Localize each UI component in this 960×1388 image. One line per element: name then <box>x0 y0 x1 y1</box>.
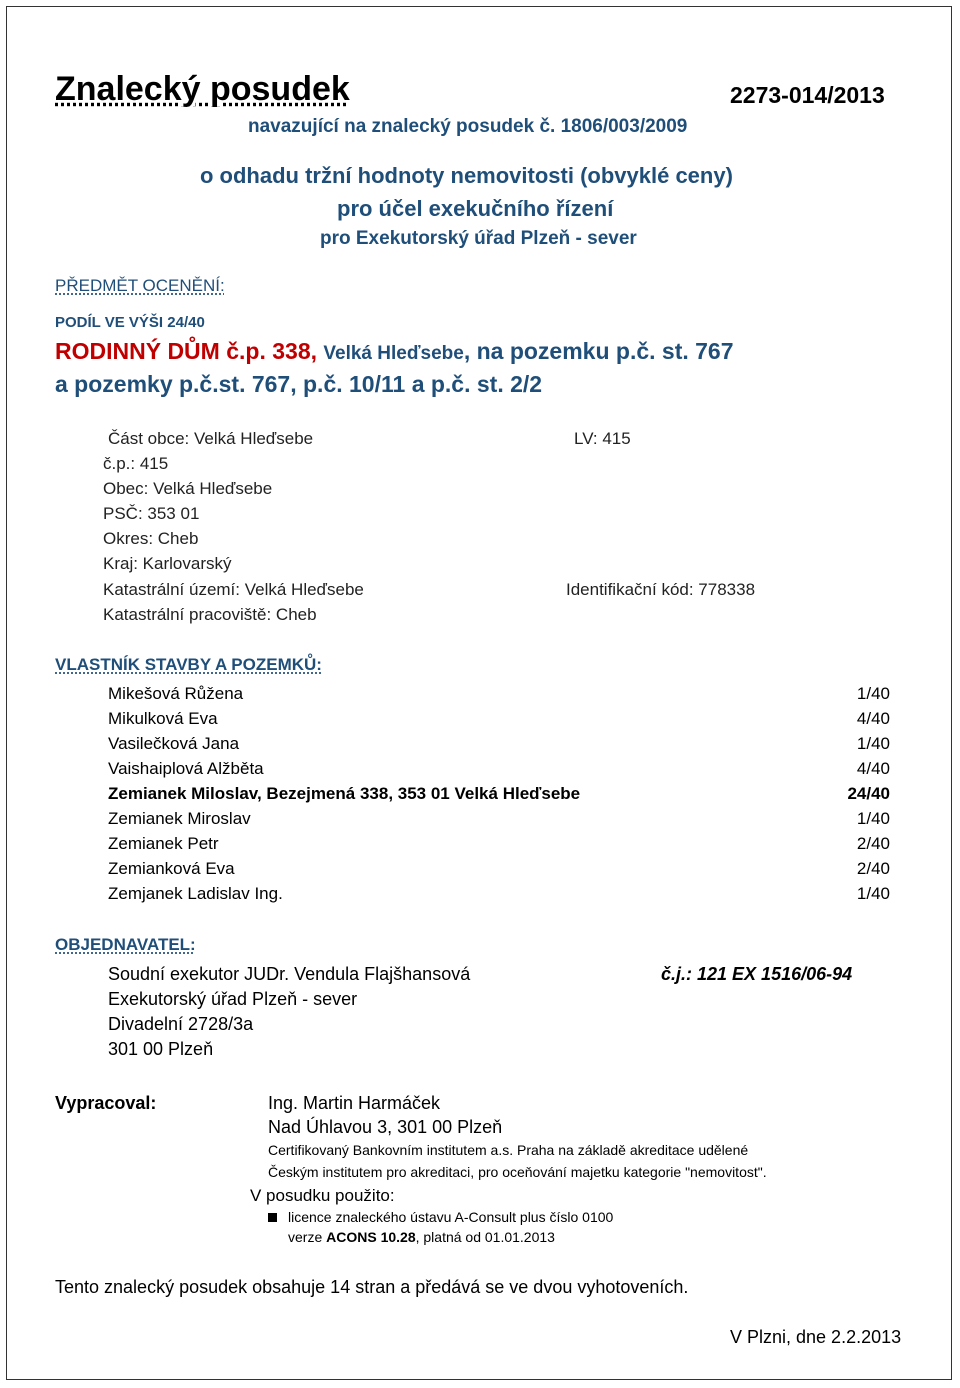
house-place: Velká Hleďsebe <box>323 343 464 364</box>
lv-number: LV: 415 <box>574 429 631 448</box>
version-validity: , platná od 01.01.2013 <box>415 1229 555 1245</box>
house-plot: , na pozemku p.č. st. 767 <box>463 338 734 364</box>
owner-name: Zemianek Miroslav <box>108 809 251 828</box>
owner-row <box>108 884 890 908</box>
owner-share: 1/40 <box>856 734 890 753</box>
owner-share: 1/40 <box>856 809 890 828</box>
certification-line-2: Českým institutem pro akreditaci, pro oceňování majetku kategorie "nemovitost". <box>268 1164 767 1180</box>
owner-row <box>108 759 890 783</box>
owner-name: Mikulková Eva <box>108 709 218 728</box>
orderer-street: Divadelní 2728/3a <box>108 1014 254 1034</box>
bullet-icon <box>268 1213 277 1222</box>
owner-name: Zemianek Petr <box>108 834 219 853</box>
page-count-note: Tento znalecký posudek obsahuje 14 stran a předává se ve dvou vyhotoveních. <box>55 1277 689 1297</box>
valuation-heading: PŘEDMĚT OCENĚNÍ: <box>55 276 225 295</box>
owner-row <box>108 684 890 708</box>
case-reference: č.j.: 121 EX 1516/06-94 <box>661 964 853 984</box>
subject-line-1: o odhadu tržní hodnoty nemovitosti (obvyklé ceny) <box>200 163 733 188</box>
subject-line-3: pro Exekutorský úřad Plzeň - sever <box>320 228 637 249</box>
owner-name: Vaishaiplová Alžběta <box>108 759 264 778</box>
municipality: Obec: Velká Hleďsebe <box>103 479 273 498</box>
owner-row <box>108 809 890 833</box>
version-name: ACONS 10.28 <box>326 1229 416 1245</box>
owner-share: 1/40 <box>856 884 890 903</box>
owner-row <box>108 734 890 758</box>
house-number: č.p.: 415 <box>103 454 169 473</box>
owner-name: Zemianek Miloslav, Bezejmená 338, 353 01 Velká Hleďsebe <box>108 784 581 803</box>
owner-row <box>108 859 890 883</box>
identification-code: Identifikační kód: 778338 <box>566 580 756 599</box>
owner-share: 4/40 <box>856 709 890 728</box>
orderer-city: 301 00 Plzeň <box>108 1039 214 1059</box>
owner-share: 2/40 <box>856 834 890 853</box>
author-name: Ing. Martin Harmáček <box>268 1093 441 1113</box>
postal-code: PSČ: 353 01 <box>103 504 200 523</box>
place-date: V Plzni, dne 2.2.2013 <box>730 1327 902 1347</box>
used-in-report: V posudku použito: <box>250 1186 395 1205</box>
owner-name: Zemjanek Ladislav Ing. <box>108 884 283 903</box>
region: Kraj: Karlovarský <box>103 554 232 573</box>
owner-row <box>108 709 890 733</box>
cadastral-office: Katastrální pracoviště: Cheb <box>103 605 317 624</box>
version-prefix: verze <box>288 1229 327 1245</box>
version-line <box>288 1229 555 1245</box>
part-of-municipality: Část obce: Velká Hleďsebe <box>108 429 314 448</box>
owner-share: 1/40 <box>856 684 890 703</box>
owner-share: 24/40 <box>847 784 890 803</box>
subject-line-2: pro účel exekučního řízení <box>337 196 614 221</box>
document-number: 2273-014/2013 <box>730 82 885 108</box>
related-report: navazující na znalecký posudek č. 1806/003/2009 <box>248 116 688 137</box>
certification-line-1: Certifikovaný Bankovním institutem a.s. Praha na základě akreditace udělené <box>268 1142 749 1158</box>
district: Okres: Cheb <box>103 529 199 548</box>
valuation-house <box>55 338 734 365</box>
owner-row <box>108 784 890 808</box>
document-title: Znalecký posudek <box>55 70 350 108</box>
valuation-share: PODÍL VE VÝŠI 24/40 <box>55 314 205 331</box>
author-address: Nad Úhlavou 3, 301 00 Plzeň <box>268 1117 503 1137</box>
orderer-heading: OBJEDNAVATEL: <box>55 935 196 954</box>
owner-share: 4/40 <box>856 759 890 778</box>
author-label: Vypracoval: <box>55 1093 157 1113</box>
owner-name: Vasilečková Jana <box>108 734 240 753</box>
house-label: RODINNÝ DŮM č.p. 338, <box>55 338 317 364</box>
owners-heading: VLASTNÍK STAVBY A POZEMKŮ: <box>55 655 322 674</box>
valuation-plots: a pozemky p.č.st. 767, p.č. 10/11 a p.č. st. 2/2 <box>55 371 543 397</box>
owner-row <box>108 834 890 858</box>
orderer-name: Soudní exekutor JUDr. Vendula Flajšhansová <box>108 964 471 984</box>
licence-line: licence znaleckého ústavu A-Consult plus číslo 0100 <box>288 1209 614 1225</box>
orderer-office: Exekutorský úřad Plzeň - sever <box>108 989 358 1009</box>
owner-share: 2/40 <box>856 859 890 878</box>
cadastral-area: Katastrální území: Velká Hleďsebe <box>103 580 364 599</box>
owner-name: Zemianková Eva <box>108 859 235 878</box>
owner-name: Mikešová Růžena <box>108 684 244 703</box>
